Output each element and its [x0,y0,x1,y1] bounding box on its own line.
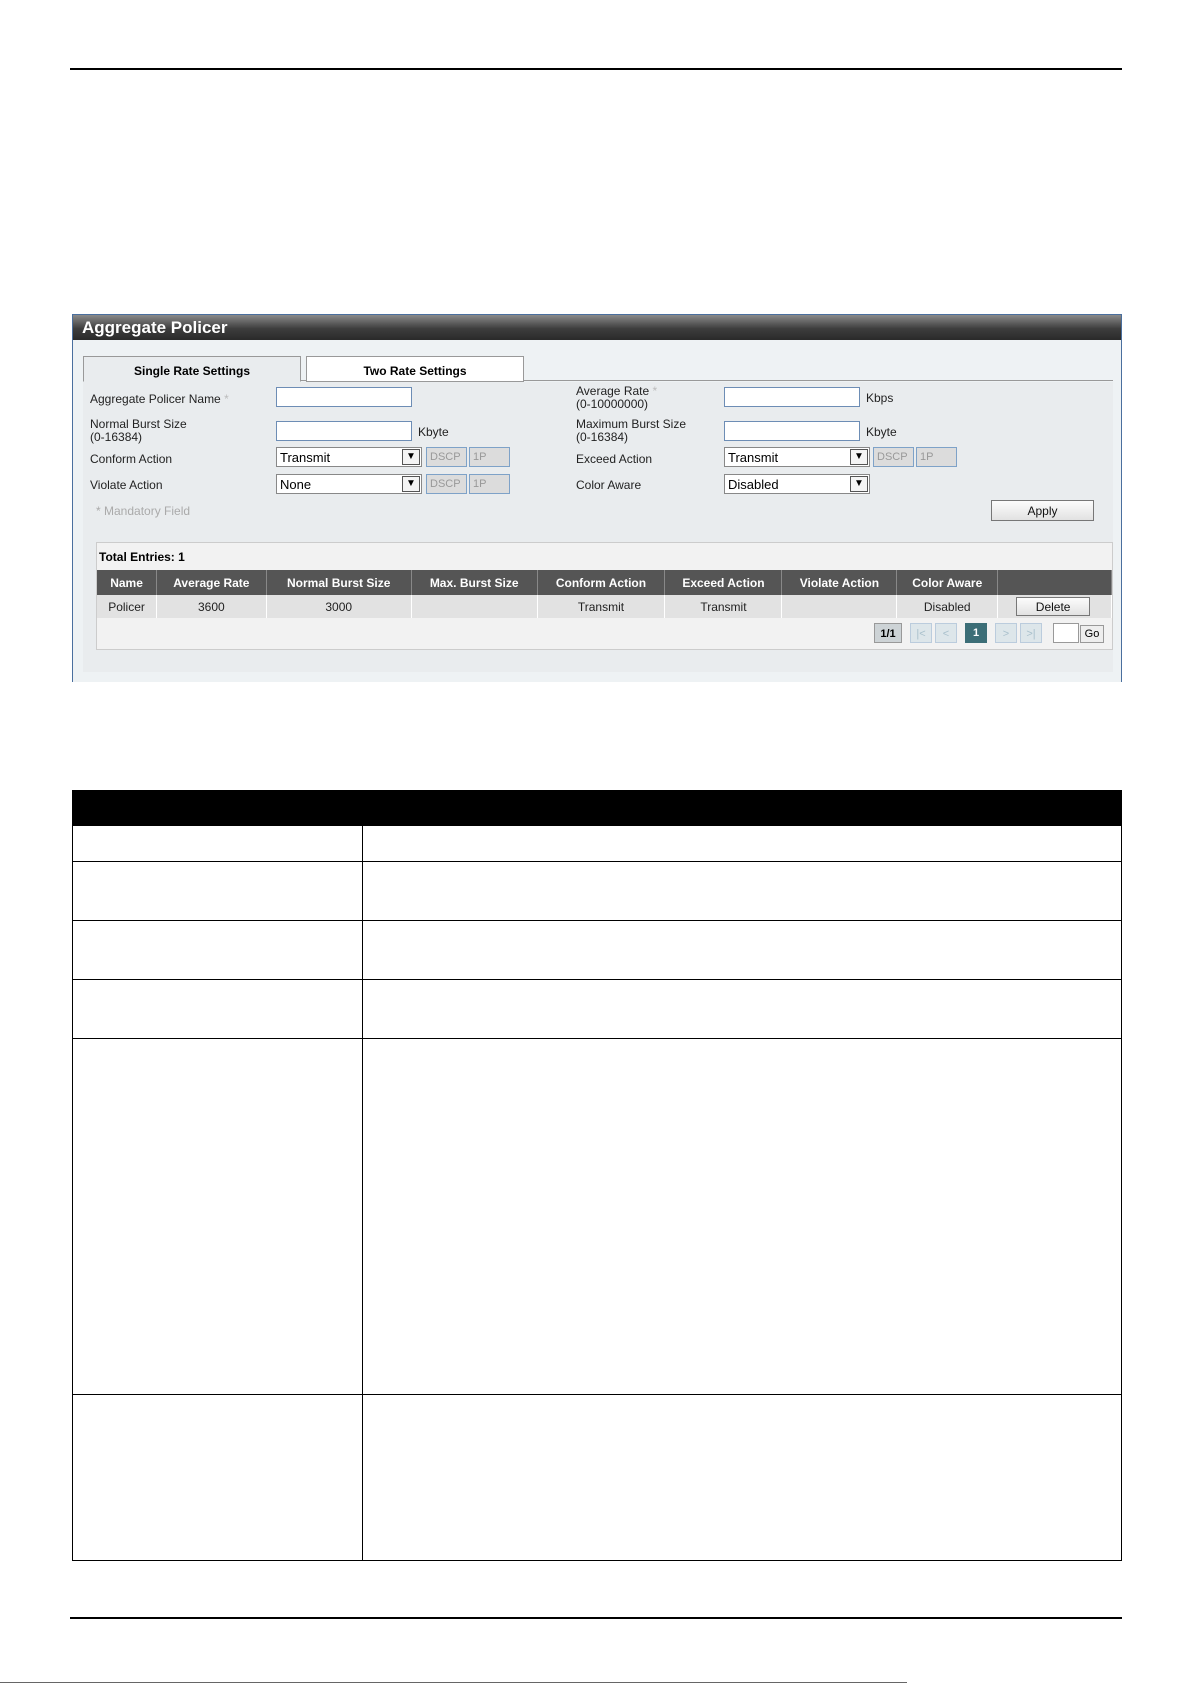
color-aware-value: Disabled [728,477,779,492]
conform-action-value: Transmit [280,450,331,465]
normal-burst-unit: Kbyte [418,425,449,439]
conform-action-select[interactable] [276,447,422,467]
exceed-action-select[interactable] [724,447,870,467]
settings-form [83,382,1113,672]
conform-dscp-field[interactable]: DSCP [426,447,467,467]
col-exceed-action: Exceed Action [665,570,782,595]
page-number-input[interactable] [1053,623,1079,643]
col-violate-action: Violate Action [782,570,897,595]
exceed-1p-field[interactable]: 1P [916,447,957,467]
cell-normal-burst: 3000 [266,595,411,618]
average-rate-label: Average Rate * (0-10000000) [576,384,658,411]
chevron-down-icon: ▼ [402,476,420,492]
chevron-down-icon: ▼ [402,449,420,465]
panel-title: Aggregate Policer [73,315,1121,340]
exceed-action-value: Transmit [728,450,779,465]
conform-1p-field[interactable]: 1P [469,447,510,467]
tab-single-rate[interactable]: Single Rate Settings [83,356,301,382]
page-1-button[interactable]: 1 [965,623,987,643]
description-row [72,921,1122,980]
col-name: Name [97,570,157,595]
cell-max-burst [411,595,537,618]
col-max-burst: Max. Burst Size [411,570,537,595]
last-page-button[interactable]: >| [1020,623,1042,643]
max-burst-unit: Kbyte [866,425,897,439]
page-info: 1/1 [874,623,902,643]
col-color-aware: Color Aware [897,570,998,595]
violate-action-value: None [280,477,312,492]
description-row [72,1039,1122,1395]
description-row [72,980,1122,1039]
cell-exceed-action: Transmit [665,595,782,618]
cell-name: Policer [97,595,157,618]
violate-dscp-field[interactable]: DSCP [426,474,467,494]
cell-actions [998,595,1112,618]
description-row [72,862,1122,921]
tab-bar [83,356,1113,381]
normal-burst-input[interactable] [276,421,412,441]
col-conform-action: Conform Action [537,570,665,595]
prev-page-button[interactable]: < [935,623,957,643]
average-rate-unit: Kbps [866,391,894,405]
average-rate-input[interactable] [724,387,860,407]
next-page-button[interactable]: > [995,623,1017,643]
header-rule [70,68,1122,70]
description-table [72,790,1122,1560]
col-average-rate: Average Rate [157,570,266,595]
aggregate-policer-panel [72,314,1122,682]
entries-table [97,570,1112,618]
pagination [97,623,1112,643]
col-normal-burst: Normal Burst Size [266,570,411,595]
entries-table-box [96,542,1113,650]
footer-rule [70,1617,1122,1619]
chevron-down-icon: ▼ [850,476,868,492]
col-actions [998,570,1112,595]
violate-action-select[interactable] [276,474,422,494]
first-page-button[interactable]: |< [910,623,932,643]
total-entries: Total Entries: 1 [99,550,185,564]
color-aware-label: Color Aware [576,478,642,492]
delete-button[interactable]: Delete [1016,597,1090,616]
max-burst-label: Maximum Burst Size (0-16384) [576,417,687,444]
exceed-dscp-field[interactable]: DSCP [873,447,914,467]
conform-action-label: Conform Action [90,452,173,466]
description-row [72,826,1122,862]
color-aware-select[interactable] [724,474,870,494]
exceed-action-label: Exceed Action [576,452,653,466]
cell-average-rate: 3600 [157,595,266,618]
mandatory-note: * Mandatory Field [96,504,191,518]
page-edge-rule [0,1682,907,1683]
go-button[interactable]: Go [1080,625,1104,643]
description-row [72,1395,1122,1561]
policer-name-label: Aggregate Policer Name * [90,392,229,406]
cell-violate-action [782,595,897,618]
description-table-header [72,790,1122,826]
apply-button[interactable]: Apply [991,500,1094,521]
table-header-row [97,570,1112,595]
table-row [97,595,1112,618]
cell-conform-action: Transmit [537,595,665,618]
tab-two-rate[interactable]: Two Rate Settings [306,356,524,382]
violate-action-label: Violate Action [90,478,163,492]
violate-1p-field[interactable]: 1P [469,474,510,494]
policer-name-input[interactable] [276,387,412,407]
normal-burst-label: Normal Burst Size (0-16384) [90,417,187,444]
max-burst-input[interactable] [724,421,860,441]
chevron-down-icon: ▼ [850,449,868,465]
cell-color-aware: Disabled [897,595,998,618]
